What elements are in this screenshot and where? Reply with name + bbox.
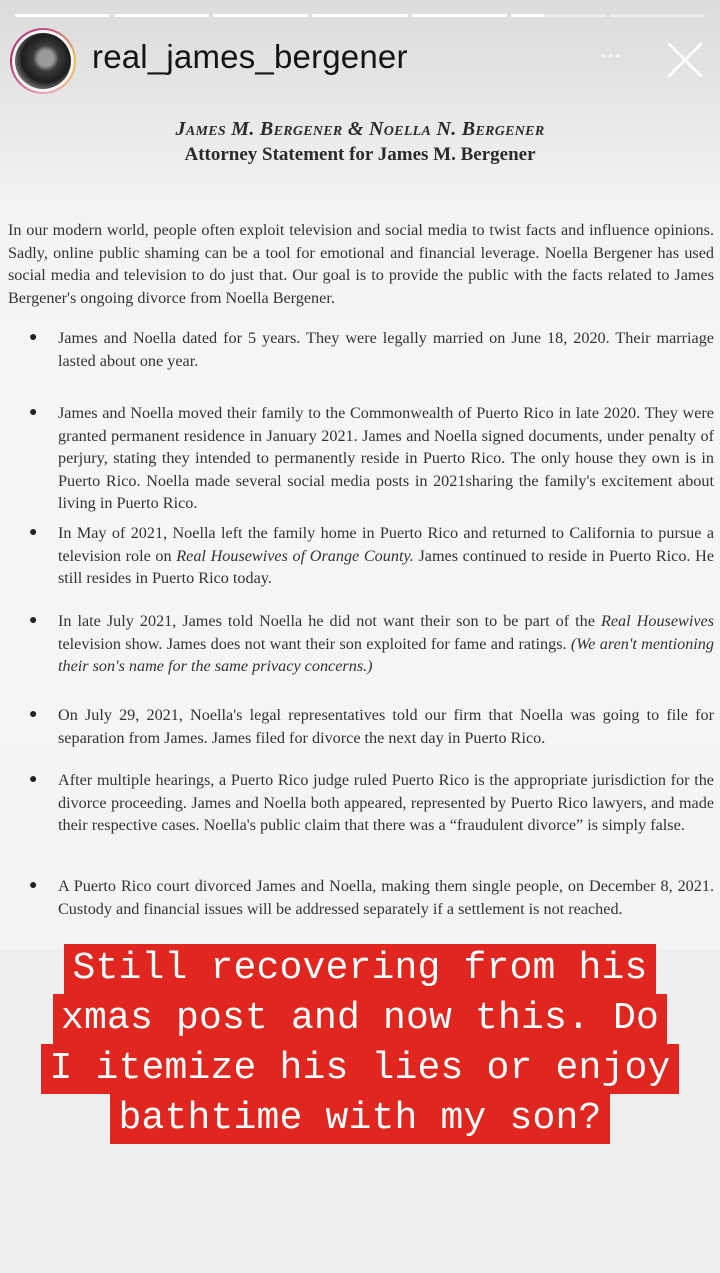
bullet-item bbox=[29, 704, 714, 749]
caption-line: xmas post and now this. Do bbox=[53, 994, 667, 1044]
bullet-text: James continued to reside in Puerto Rico. He still resides in Puerto Rico today. bbox=[58, 546, 715, 587]
bullet-item bbox=[29, 875, 714, 920]
more-dots-icon[interactable]: ··· bbox=[600, 44, 623, 68]
bullet-dot-icon: ● bbox=[29, 878, 38, 893]
caption-line: Still recovering from his bbox=[64, 944, 655, 994]
progress-segment bbox=[511, 14, 606, 17]
bullet-item bbox=[29, 522, 715, 590]
progress-segment bbox=[610, 14, 705, 17]
avatar-ring[interactable] bbox=[10, 28, 76, 94]
bullet-italic-title: Real Housewives bbox=[600, 612, 714, 630]
bullet-privacy-note: (We aren't mentioning their son's name for the same privacy concerns.) bbox=[58, 634, 714, 675]
bullet-item bbox=[29, 610, 714, 678]
progress-fill bbox=[312, 14, 407, 17]
bullet-text: On July 29, 2021, Noella's legal representatives told our firm that Noella was going to file for separation from James. James filed for divorce the next day in Puerto Rico. bbox=[58, 706, 714, 747]
progress-fill bbox=[213, 14, 308, 17]
caption-line: I itemize his lies or enjoy bbox=[41, 1044, 678, 1094]
document-intro: In our modern world, people often exploit television and social media to twist facts and influence opinions. Sadly, online public shaming can be a tool for emotional and financial leverage. Noella Bergener has used social media and television to do just that. Our goal is to provide the public with the facts related to James Bergener's ongoing divorce from Noella Bergener. bbox=[8, 221, 714, 307]
bullet-dot-icon: ● bbox=[29, 330, 38, 345]
bullet-dot-icon: ● bbox=[29, 772, 38, 787]
progress-fill bbox=[114, 14, 209, 17]
document-title: James M. Bergener & Noella N. Bergener bbox=[175, 118, 545, 140]
bullet-item bbox=[29, 769, 714, 837]
bullet-dot-icon: ● bbox=[29, 613, 38, 628]
bullet-item bbox=[29, 402, 714, 515]
progress-segment bbox=[412, 14, 507, 17]
progress-segment bbox=[114, 14, 209, 17]
caption-line: bathtime with my son? bbox=[110, 1094, 609, 1144]
bullet-text: A Puerto Rico court divorced James and Noella, making them single people, on December 8, 2021. Custody and financial issues will be addressed separately if a settlement is not reached. bbox=[58, 877, 714, 918]
bullet-dot-icon: ● bbox=[29, 405, 38, 420]
progress-segment bbox=[312, 14, 407, 17]
story-header bbox=[0, 22, 720, 100]
bullet-text: James and Noella dated for 5 years. They were legally married on June 18, 2020. Their marriage lasted about one year. bbox=[58, 329, 714, 370]
bullet-dot-icon: ● bbox=[29, 525, 38, 540]
profile-avatar[interactable] bbox=[15, 33, 71, 89]
bullet-dot-icon: ● bbox=[29, 707, 38, 722]
story-progress-bar bbox=[15, 14, 705, 17]
bullet-text: television show. James does not want their son exploited for fame and ratings. bbox=[58, 634, 571, 653]
progress-segment bbox=[213, 14, 308, 17]
document-subtitle: Attorney Statement for James M. Bergener bbox=[184, 144, 536, 165]
bullet-item bbox=[29, 327, 714, 372]
bullet-text: After multiple hearings, a Puerto Rico judge ruled Puerto Rico is the appropriate jurisdiction for the divorce proceeding. James and Noella both appeared, represented by Puerto Rico lawyers, and made their respective cases. Noella's public claim that there was a “fraudulent divorce” is simply false. bbox=[58, 771, 714, 834]
progress-fill bbox=[511, 14, 544, 17]
progress-fill bbox=[412, 14, 507, 17]
story-username[interactable]: real_james_bergener bbox=[92, 38, 408, 75]
bullet-text: James and Noella moved their family to the Commonwealth of Puerto Rico in late 2020. They were granted permanent residence in January 2021. James and Noella signed documents, under penalty of perjury, stating they intended to permanently reside in Puerto Rico. The only house they own is in Puerto Rico. Noella made several social media posts in 2021sharing the family's excitement about living in Puerto Rico. bbox=[58, 404, 714, 512]
bullet-text: In late July 2021, James told Noella he did not want their son to be part of the bbox=[58, 612, 601, 630]
progress-fill bbox=[15, 14, 110, 17]
progress-segment bbox=[15, 14, 110, 17]
close-icon[interactable] bbox=[667, 42, 703, 78]
story-caption[interactable] bbox=[0, 944, 720, 1144]
bullet-italic-title: Real Housewives of Orange County. bbox=[176, 546, 414, 565]
bullet-text: In May of 2021, Noella left the family home in Puerto Rico and returned to California to pursue a television role on bbox=[58, 524, 714, 565]
